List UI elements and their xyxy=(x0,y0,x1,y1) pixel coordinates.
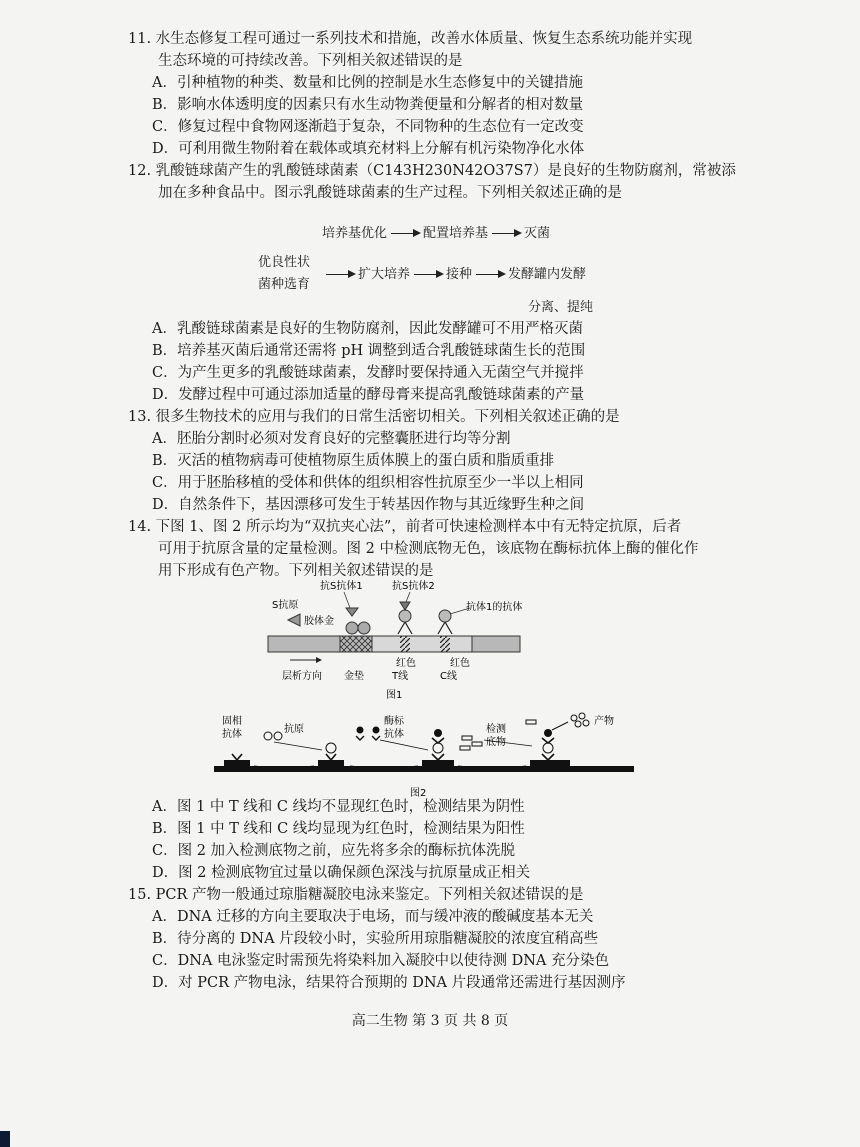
question-stem xyxy=(128,406,768,428)
question-stem xyxy=(128,160,768,182)
gold-particle-icon xyxy=(346,622,358,634)
arrow-icon xyxy=(414,274,442,275)
product-icon xyxy=(571,715,577,721)
antigen-icon xyxy=(326,743,336,753)
well-block xyxy=(530,760,570,772)
antibody-icon xyxy=(232,754,242,760)
substrate-icon xyxy=(460,746,470,750)
well-block xyxy=(422,760,454,772)
product-icon xyxy=(575,721,581,727)
question-14 xyxy=(128,516,768,582)
substrate-icon xyxy=(472,742,482,746)
well-block xyxy=(318,760,344,772)
flow-step: 培养基优化 xyxy=(322,226,388,241)
stem-line: 用下形成有色产物。下列相关叙述错误的是 xyxy=(158,563,434,579)
option-a: A．DNA 迁移的方向主要取决于电场，而与缓冲液的酸碱度基本无关 xyxy=(152,909,594,925)
flow-start xyxy=(258,252,310,296)
option-c: C．图 2 加入检测底物之前，应先将多余的酶标抗体洗脱 xyxy=(152,843,516,859)
flow-bottom: 分离、提纯 xyxy=(528,300,594,315)
stem-line: PCR 产物一般通过琼脂糖凝胶电泳来鉴定。下列相关叙述错误的是 xyxy=(155,887,584,903)
label-anti-s2: 抗S抗体2 xyxy=(392,581,435,592)
label-substrate: 检测 xyxy=(486,724,506,735)
flow-start-line: 优良性状 xyxy=(258,255,311,270)
product-icon xyxy=(579,713,585,719)
label-direction: 层析方向 xyxy=(282,671,322,682)
stem-line: 加在多种食品中。图示乳酸链球菌素的生产过程。下列相关叙述正确的是 xyxy=(158,185,622,201)
gold-particle-icon xyxy=(399,610,411,622)
label-gold-pad: 金垫 xyxy=(344,671,364,682)
label-enzyme-ab: 酶标 xyxy=(384,716,404,727)
option-c: C．修复过程中食物网逐渐趋于复杂，不同物种的生态位有一定改变 xyxy=(152,119,584,135)
label-enzyme-ab: 抗体 xyxy=(384,729,404,740)
flow-step: 扩大培养 xyxy=(358,267,411,282)
antibody-icon xyxy=(398,622,412,634)
question-number: 15. xyxy=(128,887,152,903)
question-stem xyxy=(128,516,768,538)
question-stem xyxy=(128,28,768,50)
label-colloidal-gold: 胶体金 xyxy=(304,616,334,627)
label-c-line: C线 xyxy=(440,671,457,682)
product-icon xyxy=(583,720,589,726)
option-b: B．灭活的植物病毒可使植物原生质体膜上的蛋白质和脂质重排 xyxy=(152,453,555,469)
antibody-icon xyxy=(400,602,410,610)
stem-line: 生态环境的可持续改善。下列相关叙述错误的是 xyxy=(158,53,463,69)
question-13 xyxy=(128,406,768,516)
enzyme-icon xyxy=(373,727,380,734)
substrate-icon xyxy=(526,720,536,724)
antibody-icon xyxy=(346,608,358,616)
flow-start-line: 菌种选育 xyxy=(258,277,311,292)
option-c: C．DNA 电泳鉴定时需预先将染料加入凝胶中以使待测 DNA 充分染色 xyxy=(152,953,609,969)
stem-line: 很多生物技术的应用与我们的日常生活密切相关。下列相关叙述正确的是 xyxy=(155,409,620,425)
enzyme-icon xyxy=(357,727,364,734)
question-number: 12. xyxy=(128,163,152,179)
flow-top-row xyxy=(322,222,550,241)
label-anti-ab1: 抗体1的抗体 xyxy=(466,602,523,613)
antigen-icon xyxy=(264,732,272,740)
s-antigen-icon xyxy=(288,614,300,626)
scan-corner-mark xyxy=(0,1131,10,1147)
option-a: A．引种植物的种类、数量和比例的控制是水生态修复中的关键措施 xyxy=(152,75,583,91)
label-product: 产物 xyxy=(594,716,614,727)
label-t-line: T线 xyxy=(392,671,409,682)
arrow-icon xyxy=(391,233,419,234)
option-a: A．胚胎分割时必须对发育良好的完整囊胚进行均等分割 xyxy=(152,431,511,447)
antigen-icon xyxy=(433,743,443,753)
question-number: 13. xyxy=(128,409,152,425)
antibody-icon xyxy=(438,622,452,634)
label-substrate: 底物 xyxy=(486,737,506,748)
label-anti-s1: 抗S抗体1 xyxy=(320,581,363,592)
well-block xyxy=(224,760,250,772)
question-12 xyxy=(128,160,768,204)
stem-line: 乳酸链球菌产生的乳酸链球菌素（C143H230N42O37S7）是良好的生物防腐剂，常被添 xyxy=(155,163,736,179)
flow-middle-row xyxy=(322,263,586,282)
membrane xyxy=(372,636,472,652)
option-b: B．培养基灭菌后通常还需将 pH 调整到适合乳酸链球菌生长的范围 xyxy=(152,343,586,359)
question-11 xyxy=(128,28,768,160)
option-c: C．为产生更多的乳酸链球菌素，发酵时要保持通入无菌空气并搅拌 xyxy=(152,365,584,381)
label-fixed-ab: 固相 xyxy=(222,716,242,727)
stem-line: 可用于抗原含量的定量检测。图 2 中检测底物无色，该底物在酶标抗体上酶的催化作 xyxy=(158,541,699,557)
option-d: D．发酵过程中可通过添加适量的酵母膏来提高乳酸链球菌素的产量 xyxy=(152,387,585,403)
figure-1 xyxy=(260,578,530,706)
label-s-antigen: S抗原 xyxy=(272,600,299,611)
antibody-icon xyxy=(432,754,444,760)
antibody-icon xyxy=(326,754,336,760)
label-red-c: 红色 xyxy=(450,658,470,669)
option-d: D．图 2 检测底物宜过量以确保颜色深浅与抗原量成正相关 xyxy=(152,865,531,881)
stem-line: 水生态修复工程可通过一系列技术和措施，改善水体质量、恢复生态系统功能并实现 xyxy=(155,31,693,47)
figure-2-caption: 图2 xyxy=(410,788,427,799)
option-d: D．对 PCR 产物电泳，结果符合预期的 DNA 片段通常还需进行基因测序 xyxy=(152,975,626,991)
question-stem xyxy=(128,884,768,906)
enzyme-icon xyxy=(434,729,442,737)
antibody-icon xyxy=(542,754,554,760)
option-b: B．影响水体透明度的因素只有水生动物粪便量和分解者的相对数量 xyxy=(152,97,584,113)
antibody-icon xyxy=(432,738,444,743)
t-line-mark xyxy=(400,636,410,652)
antibody-icon xyxy=(542,738,554,743)
option-d: D．可利用微生物附着在载体或填充材料上分解有机污染物净化水体 xyxy=(152,141,585,157)
flow-step: 接种 xyxy=(446,267,473,282)
option-c: C．用于胚胎移植的受体和供体的组织相容性抗原至少一半以上相同 xyxy=(152,475,584,491)
c-line-mark xyxy=(440,636,450,652)
figure-2 xyxy=(210,710,640,802)
option-a: A．乳酸链球菌素是良好的生物防腐剂，因此发酵罐可不用严格灭菌 xyxy=(152,321,583,337)
question-number: 11. xyxy=(128,31,152,47)
arrow-icon xyxy=(492,233,520,234)
option-b: B．图 1 中 T 线和 C 线均显现为红色时，检测结果为阳性 xyxy=(152,821,525,837)
stem-line: 下图 1、图 2 所示均为“双抗夹心法”，前者可快速检测样本中有无特定抗原，后者 xyxy=(155,519,682,535)
arrow-icon xyxy=(326,274,354,275)
antigen-icon xyxy=(543,743,553,753)
option-a: A．图 1 中 T 线和 C 线均不显现红色时，检测结果为阴性 xyxy=(152,799,525,815)
flow-step: 配置培养基 xyxy=(423,226,489,241)
option-b: B．待分离的 DNA 片段较小时，实验所用琼脂糖凝胶的浓度宜稍高些 xyxy=(152,931,599,947)
question-15 xyxy=(128,884,768,994)
gold-particle-icon xyxy=(358,622,370,634)
antigen-icon xyxy=(274,732,282,740)
question-12-options xyxy=(128,318,768,406)
gold-pad xyxy=(340,636,372,652)
label-red-t: 红色 xyxy=(396,658,416,669)
gold-particle-icon xyxy=(439,610,451,622)
option-d: D．自然条件下，基因漂移可发生于转基因作物与其近缘野生种之间 xyxy=(152,497,585,513)
enzyme-icon xyxy=(544,729,552,737)
flow-step: 发酵罐内发酵 xyxy=(508,267,587,282)
substrate-icon xyxy=(462,736,472,740)
question-14-options xyxy=(128,796,768,884)
question-number: 14. xyxy=(128,519,152,535)
label-antigen: 抗原 xyxy=(284,724,304,735)
page-footer: 高二生物 第 3 页 共 8 页 xyxy=(351,1013,509,1029)
arrow-icon xyxy=(476,274,504,275)
figure-1-caption: 图1 xyxy=(386,690,403,701)
label-fixed-ab: 抗体 xyxy=(222,729,242,740)
flow-step: 灭菌 xyxy=(524,226,551,241)
